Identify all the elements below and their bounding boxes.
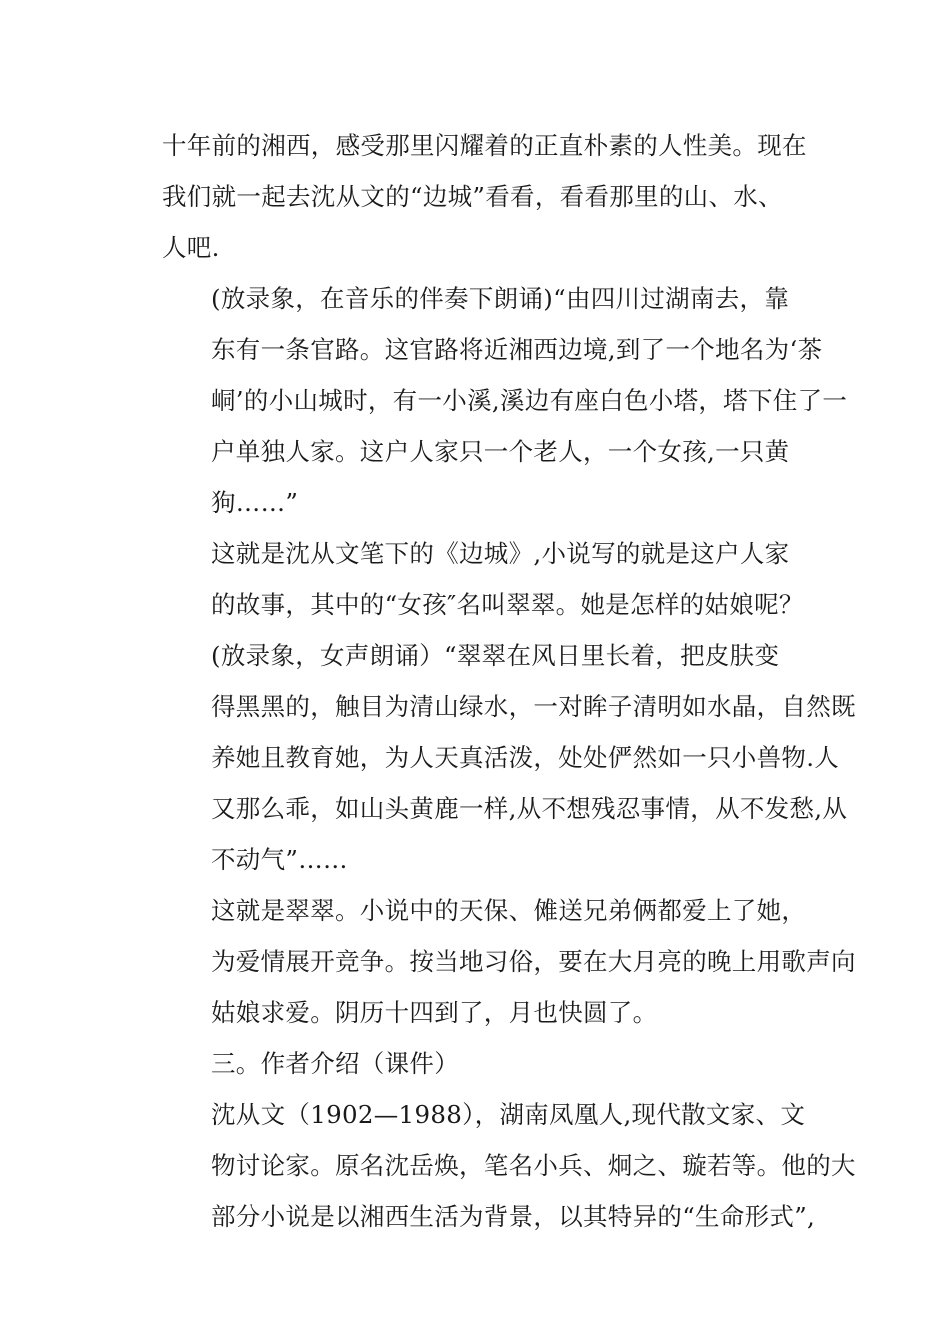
paragraph-3: [162, 528, 804, 630]
text-line: 这就是翠翠。小说中的天保、傩送兄弟俩都爱上了她，: [211, 896, 807, 925]
paragraph-2: [162, 273, 848, 528]
text-line: 东有一条官路。这官路将近湘西边境,到了一个地名为‘茶: [211, 335, 823, 364]
text-line: 养她且教育她，为人天真活泼，处处俨然如一只小兽物.人: [211, 743, 840, 772]
paragraph-1: [162, 120, 807, 273]
text-line: 物讨论家。原名沈岳焕，笔名小兵、炯之、璇若等。他的大: [211, 1151, 856, 1180]
text-line: 三。作者介绍（课件）: [211, 1049, 459, 1078]
section-heading-author-intro: [162, 1038, 788, 1089]
text-line: 部分小说是以湘西生活为背景，以其特异的“生命形式”,: [211, 1202, 816, 1231]
paragraph-7: [162, 1089, 856, 1242]
text-line: 十年前的湘西，感受那里闪耀着的正直朴素的人性美。现在: [162, 131, 807, 160]
document-page: [162, 120, 856, 1242]
text-line: (放录象，女声朗诵）“翠翠在风日里长着，把皮肤变: [211, 641, 780, 670]
paragraph-5: [162, 885, 856, 1038]
text-line: 峒’的小山城时，有一小溪,溪边有座白色小塔，塔下住了一: [211, 386, 848, 415]
text-line: 这就是沈从文笔下的《边城》,小说写的就是这户人家: [211, 539, 790, 568]
text-line: 得黑黑的，触目为清山绿水，一对眸子清明如水晶，自然既: [211, 692, 856, 721]
text-line: 不动气”……: [211, 845, 348, 874]
text-line: 户单独人家。这户人家只一个老人，一个女孩,一只黄: [211, 437, 790, 466]
text-line: 沈从文（1902—1988），湖南凤凰人,现代散文家、文: [211, 1100, 806, 1129]
text-line: 我们就一起去沈从文的“边城”看看，看看那里的山、水、: [162, 182, 783, 211]
text-line: 人吧.: [162, 233, 220, 262]
text-line: 为爱情展开竞争。按当地习俗，要在大月亮的晚上用歌声向: [211, 947, 856, 976]
text-line: 又那么乖，如山头黄鹿一样,从不想残忍事情，从不发愁,从: [211, 794, 848, 823]
text-line: 的故事，其中的“女孩″名叫翠翠。她是怎样的姑娘呢？: [211, 590, 804, 619]
text-line: 姑娘求爱。阴历十四到了，月也快圆了。: [211, 998, 658, 1027]
text-line: (放录象，在音乐的伴奏下朗诵)“由四川过湖南去，靠: [211, 284, 790, 313]
text-line: 狗……”: [211, 488, 299, 517]
paragraph-4: [162, 630, 856, 885]
